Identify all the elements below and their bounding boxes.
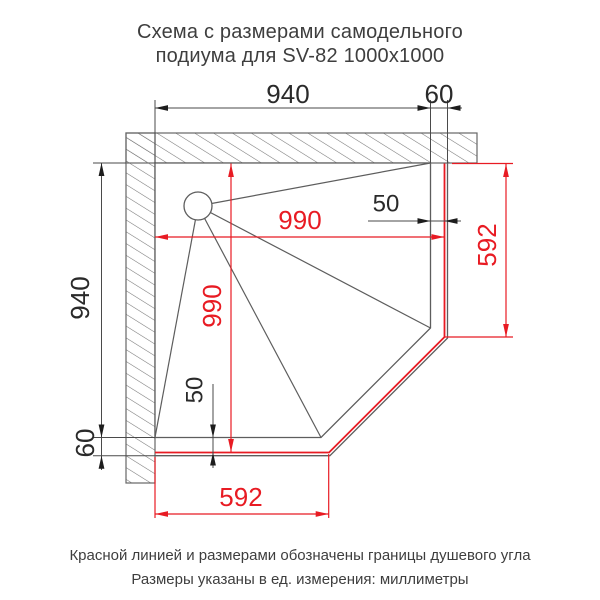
arrow (503, 164, 509, 177)
legend-line-1: Красной линией и размерами обозначены границы душевого угла (69, 547, 531, 564)
arrow (316, 511, 329, 517)
dim-label-side-right: 592 (472, 223, 502, 267)
legend-note (0, 544, 600, 592)
dim-label-podium-height-edge: 60 (70, 428, 100, 458)
arrow (99, 163, 105, 176)
drain-circle (184, 192, 212, 220)
dim-label-podium-width-edge: 60 (424, 79, 454, 109)
dim-label-podium-height: 940 (65, 276, 95, 320)
dim-label-clearance-bottom: 50 (181, 376, 209, 404)
title-line-2: подиума для SV-82 1000x1000 (155, 45, 445, 67)
dim-label-clearance-right: 50 (372, 190, 400, 218)
legend-line-2: Размеры указаны в ед. измерения: миллиметры (131, 571, 469, 588)
arrow (228, 439, 234, 452)
arrow (445, 218, 458, 224)
arrow (210, 453, 216, 466)
arrow (155, 511, 168, 517)
wall-left (126, 133, 155, 483)
arrow (503, 324, 509, 337)
dim-label-shower-width: 990 (278, 205, 322, 235)
wall-top (126, 133, 477, 163)
title-line-1: Схема с размерами самодельного (136, 21, 464, 43)
arrow (155, 105, 168, 111)
dim-label-side-bottom: 592 (219, 482, 263, 512)
dim-label-podium-width: 940 (266, 79, 310, 109)
dim-label-shower-height: 990 (197, 284, 227, 328)
arrow (432, 234, 445, 240)
